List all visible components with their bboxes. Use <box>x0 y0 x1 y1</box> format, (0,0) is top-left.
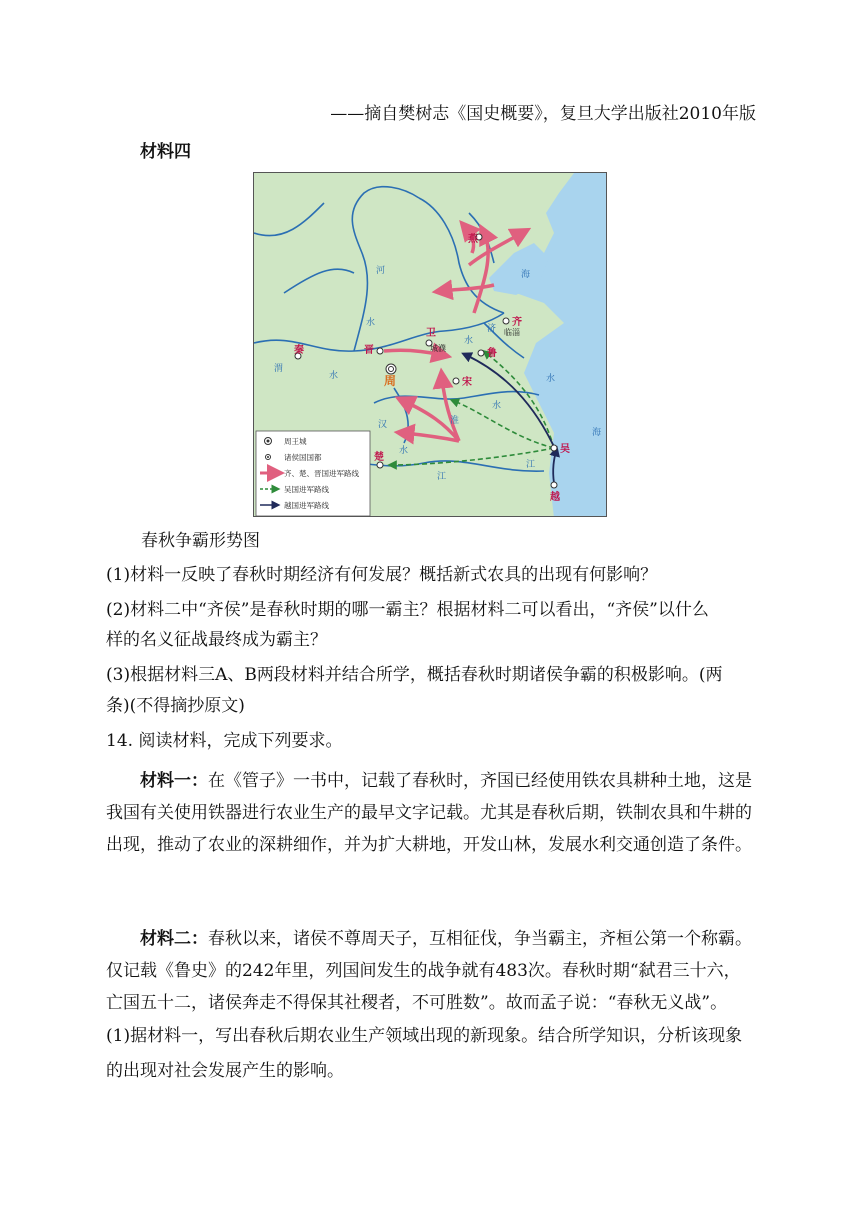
material-2-text: 春秋以来，诸侯不尊周天子，互相征伐，争当霸主，齐桓公第一个称霸。仅记载《鲁史》的242年里，列国间发生的战争就有483次。春秋时期“弑君三十六，亡国五十二，诸侯奔走不得保其社稷者，不可胜数”。故而孟子说：“春秋无义战”。 <box>106 929 752 1013</box>
label-wei: 卫 <box>426 328 436 339</box>
material-1-label: 材料一： <box>140 771 208 791</box>
rivers <box>254 187 544 471</box>
label-yan: 燕 <box>468 234 478 245</box>
q13-sub1: (1)材料一反映了春秋时期经济有何发展？概括新式农具的出现有何影响？ <box>106 565 658 585</box>
q13-sub3-line2: 条)(不得摘抄原文) <box>106 696 245 716</box>
label-shui-ji: 水 <box>464 336 474 346</box>
label-wei-river: 渭 <box>274 364 284 374</box>
label-huai: 淮 <box>450 416 460 426</box>
label-chu: 楚 <box>374 452 384 463</box>
label-yue: 越 <box>550 492 560 503</box>
legend-qi-chu-jin-route: 齐、楚、晋国进军路线 <box>284 469 359 478</box>
label-zhou: 周 <box>384 374 397 388</box>
material-1-text: 在《管子》一书中，记载了春秋时，齐国已经使用铁农具耕种土地，这是我国有关使用铁器进行农业生产的最早文字记载。尤其是春秋后期，铁制农具和牛耕的出现，推动了农业的深耕细作，并为扩大耕地，开发山林，发展水利交通创造了条件。 <box>106 771 752 855</box>
label-qi: 齐 <box>512 317 522 328</box>
material-2-label: 材料二： <box>140 929 208 949</box>
label-lu: 鲁 <box>487 348 497 359</box>
label-he: 河 <box>376 266 386 276</box>
label-wu: 吴 <box>560 444 570 455</box>
map-caption: 春秋争霸形势图 <box>141 531 260 551</box>
label-qin: 秦 <box>294 345 304 356</box>
label-song: 宋 <box>462 377 472 388</box>
label-sea-north: 海 <box>521 270 531 280</box>
legend-yue-route: 越国进军路线 <box>284 501 329 510</box>
q13-sub2-line1: (2)材料二中“齐侯”是春秋时期的哪一霸主？根据材料二可以看出，“齐侯”以什么 <box>106 600 709 620</box>
material-4-heading: 材料四 <box>140 142 191 162</box>
legend-wu-route: 吴国进军路线 <box>284 485 329 494</box>
label-linzi: 临淄 <box>504 328 520 337</box>
label-shui: 水 <box>366 318 376 328</box>
q13-sub3-line1: (3)根据材料三A、B两段材料并结合所学，概括春秋时期诸侯争霸的积极影响。(两 <box>106 665 723 685</box>
material-2-paragraph <box>106 923 756 1019</box>
q13-sub2-line2: 样的名义征战最终成为霸主？ <box>106 630 327 650</box>
label-shui-2: 水 <box>329 371 339 381</box>
label-jiang: 江 <box>437 472 447 482</box>
legend-royal-city: 周王城 <box>284 437 307 446</box>
q14-sub1-line2: 的出现对社会发展产生的影响。 <box>106 1061 344 1081</box>
label-ji: 济 <box>487 324 497 334</box>
label-han-shui: 水 <box>399 446 409 456</box>
label-shui-3: 水 <box>546 374 556 384</box>
label-jin: 晋 <box>364 345 374 356</box>
label-sea-east: 海 <box>592 428 602 438</box>
label-chengpu: 城濮 <box>430 344 446 353</box>
legend-vassal-capital: 诸侯国国都 <box>284 453 322 462</box>
label-huai-shui: 水 <box>492 401 502 411</box>
sea-area <box>494 173 607 517</box>
map-legend <box>256 431 370 516</box>
q14-sub1-line1: (1)据材料一，写出春秋后期农业生产领域出现的新现象。结合所学知识，分析该现象 <box>106 1026 743 1046</box>
spring-autumn-hegemony-map <box>253 172 607 517</box>
q14-intro: 14. 阅读材料，完成下列要求。 <box>106 731 343 751</box>
material-1-paragraph <box>106 765 756 861</box>
label-jiang-2: 江 <box>526 460 536 470</box>
source-citation: ——摘自樊树志《国史概要》，复旦大学出版社2010年版 <box>330 104 756 124</box>
label-han: 汉 <box>378 420 388 430</box>
